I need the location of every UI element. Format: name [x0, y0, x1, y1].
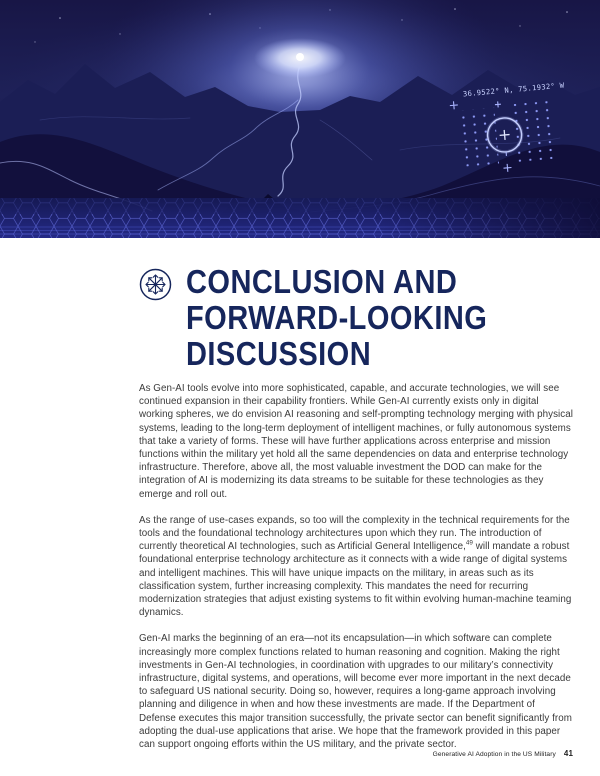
paragraph-2-text-after: will mandate a robust foundational enterprise technology architecture as it connects with a wide range of digital systems and intelligent machines. This will have unique impacts on the military, in areas such as its classification system, further increasing complexity. This mandates the need for recurring modernization strategies that adjust existing systems to fit within evolving human-machine teaming dynamics. [139, 541, 572, 619]
coordinates-label: 36.9522° N, 75.1932° W [462, 80, 565, 99]
page-title [186, 264, 487, 372]
title-line-3: DISCUSSION [186, 335, 372, 372]
page-footer [433, 749, 573, 758]
hex-floor [0, 198, 600, 238]
body-paragraph-3: Gen-AI marks the beginning of an era—not its encapsulation—in which software can complete increasingly more complex functions related to human reasoning and cognition. Making the right investments in Gen-AI technologies, in coordination with upgrades to our military’s connectivity infrastructure, digital systems, and operations, will become ever more important in the next decade to safeguard US national security. Doing so, however, requires a long-game approach involving planning and diligence in when and how these investments are made. If the Department of Defense executes this major transition successfully, the private sector can benefit significantly from adopting the dual-use applications that arise. We hope that the framework provided in this paper can support ongoing efforts within the US military, and the private sector. [139, 633, 572, 751]
section-heading [0, 238, 600, 372]
paragraph-2-text-before: As the range of use-cases expands, so too will the complexity in the technical requirements for the tools and the foundational technology architectures upon which they run. The introduction of currently theoretical AI technologies, such as Artificial General Intelligence, [139, 514, 570, 553]
title-line-1: CONCLUSION AND [186, 263, 458, 300]
compass-arrows-icon [139, 268, 172, 301]
dot-grid-right [512, 101, 555, 162]
light-core [296, 53, 304, 61]
hero-image [0, 0, 600, 238]
body-copy [0, 372, 573, 751]
hero-artwork [0, 0, 600, 238]
footnote-reference-49: 49 [465, 539, 473, 547]
body-paragraph-1: As Gen-AI tools evolve into more sophisticated, capable, and accurate technologies, we will see continued expansion in their capability frontiers. While Gen-AI currently exists only in digital working spheres, we do envision AI reasoning and self-prompting technology merging with physical systems, leading to the long-term deployment of intelligent machines, or fully autonomous systems that take a variety of forms. These will have further applications across enterprise and mission functions within the military yet hold all the same dependencies on data and enterprise technology infrastructure. Therefore, above all, the most valuable investment the DOD can make for the integration of AI is modernizing its data streams to be suitable for these technologies as they emerge and roll out. [139, 383, 573, 500]
body-paragraph-2 [139, 514, 573, 620]
content-area [0, 238, 600, 776]
page-number: 41 [563, 749, 573, 758]
dot-grid-left [458, 108, 499, 167]
running-title: Generative AI Adoption in the US Military [432, 751, 556, 758]
title-line-2: FORWARD-LOOKING [186, 299, 488, 336]
